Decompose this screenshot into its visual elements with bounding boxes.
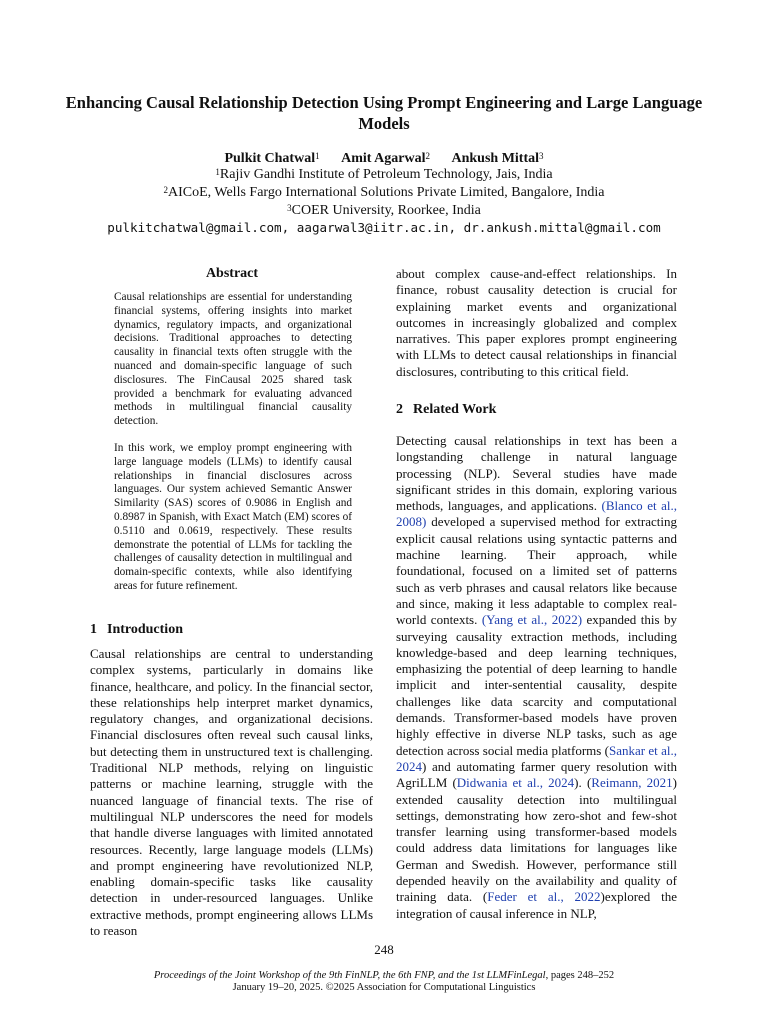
footer-pages: , pages 248–252 (545, 970, 615, 981)
section-title: Related Work (413, 402, 497, 417)
footer-venue: Proceedings of the Joint Workshop of the 9th FinNLP, the 6th FNP, and the 1st LLMFinLegal (153, 970, 546, 981)
paper-title: Enhancing Causal Relationship Detection Using Prompt Engineering and Large Language Models (65, 93, 703, 133)
section-number: 2 (396, 402, 403, 417)
section-heading-related-work (396, 401, 496, 419)
author-sup: 2 (425, 151, 430, 161)
body-text: ) extended causality detection into multilingual settings, demonstrating how zero-shot and few-shot transfer learning using transformer-based models could address data limitations for languages like German and Swedish. However, performance still depended heavily on the availability and quality of training data. ( (396, 775, 677, 905)
footer-line-1 (0, 970, 768, 982)
section-title: Introduction (107, 622, 183, 637)
body-text: )explored the integration of causal inference in NLP, (396, 889, 677, 921)
page-number: 248 (374, 942, 394, 957)
affiliation-text: AICoE, Wells Fargo International Solutions Private Limited, Bangalore, India (167, 185, 605, 200)
affiliation-2 (0, 184, 768, 202)
body-text: Detecting causal relationships in text has been a longstanding challenge in natural language processing (NLP). Several studies have made significant strides in this domain, exploring various methods, languages, and applications. (396, 433, 677, 514)
citation-link[interactable]: Reimann, 2021 (591, 775, 673, 791)
citation-link[interactable]: (Yang et al., 2022) (481, 612, 583, 628)
abstract-heading: Abstract (205, 266, 259, 281)
affiliation-3 (0, 202, 768, 220)
affiliation-sup: 3 (287, 203, 292, 213)
affiliation-sup: 1 (215, 167, 220, 177)
author-1 (224, 151, 319, 166)
author-3 (451, 151, 543, 166)
body-text: ) and automating farmer query resolution with AgriLLM ( (396, 758, 677, 791)
author-name: Amit Agarwal (341, 151, 426, 166)
citation-link[interactable]: (Blanco et al., 2008) (396, 498, 677, 530)
section-number: 1 (90, 622, 97, 637)
proceedings-footer (0, 970, 768, 994)
introduction-text: Causal relationships are central to understanding complex systems, particularly in domains like finance, healthcare, and policy. In the financial sector, these relationships help interpret market dynamics, regulatory changes, and organizational decisions. Financial disclosures often reveal such causal links, but detecting them in unstructured text is challenging. Traditional NLP methods, relying on linguistic patterns or machine learning, struggle with the nuanced language of financial texts. The rise of multilingual NLP underscores the need for models that handle diverse languages with limited annotated resources. Recently, large language models (LLMs) and prompt engineering have revolutionized NLP, enabling domain-specific tasks like causality detection in under-resourced languages. Unlike extractive methods, prompt engineering allows LLMs to reason (90, 646, 373, 939)
affiliation-1 (0, 166, 768, 184)
author-sup: 1 (315, 151, 320, 161)
author-emails: pulkitchatwal@gmail.com, aagarwal3@iitr.ac.in, dr.ankush.mittal@gmail.com (107, 220, 661, 235)
body-text: expanded this by surveying causality extraction methods, including knowledge-based and deep learning techniques, emphasizing the potential of deep learning to handle implicit and inter-sentential causality, despite challenges like data scarcity and computational demands. Transformer-based models have proven highly effective in diverse NLP tasks, such as age detection across social media platforms ( (396, 612, 678, 758)
author-name: Pulkit Chatwal (224, 151, 316, 166)
citation-link[interactable]: Didwania et al., 2024 (456, 775, 575, 791)
citation-link[interactable]: Sankar et al., 2024 (396, 742, 677, 774)
abstract-paragraph-2: In this work, we employ prompt engineering with large language models (LLMs) to identify causal relationships in financial disclosures across languages. Our system achieved Semantic Answer Similarity (SAS) scores of 0.9086 in English and 0.8987 in Spanish, with Exact Match (EM) scores of 0.5110 and 0.0619, respectively. These results demonstrate the potential of LLMs for tackling the challenges of causality detection in multilingual and domain-specific contexts, while also identifying areas for future refinement. (114, 442, 352, 592)
author-2 (341, 151, 430, 166)
citation-link[interactable]: Feder et al., 2022 (487, 889, 601, 905)
affiliation-text: Rajiv Gandhi Institute of Petroleum Technology, Jais, India (219, 167, 553, 182)
body-text: ). ( (574, 775, 592, 791)
section-heading-introduction (90, 621, 183, 639)
introduction-text-continued: about complex cause-and-effect relationships. In finance, robust causality detection is crucial for explaining market events and organizational outcomes in increasingly globalized and complex narratives. This paper explores prompt engineering with LLMs to detect causal relationships in financial disclosures, contributing to this critical field. (396, 266, 677, 379)
affiliation-sup: 2 (163, 185, 168, 195)
body-text: developed a supervised method for extracting explicit causal relations using syntactic patterns and machine learning. Their approach, while foundational, focused on a limited set of patterns such as verb phrases and causal relators like because and since, making it less adaptable to complex real-world contexts. (396, 514, 677, 628)
related-work-text (396, 433, 677, 922)
author-sup: 3 (539, 151, 544, 161)
author-name: Ankush Mittal (451, 151, 540, 166)
affiliation-text: COER University, Roorkee, India (291, 203, 481, 218)
footer-line-2: January 19–20, 2025. ©2025 Association for Computational Linguistics (232, 982, 536, 993)
abstract-paragraph-1: Causal relationships are essential for understanding financial systems, offering insights into market dynamics, regulatory impacts, and organizational decisions. Traditional approaches to detecting causality in financial texts often struggle with the nuanced and domain-specific language of such disclosures. The FinCausal 2025 shared task provided a benchmark for evaluating advanced methods in multilingual financial causality detection. (114, 291, 352, 428)
